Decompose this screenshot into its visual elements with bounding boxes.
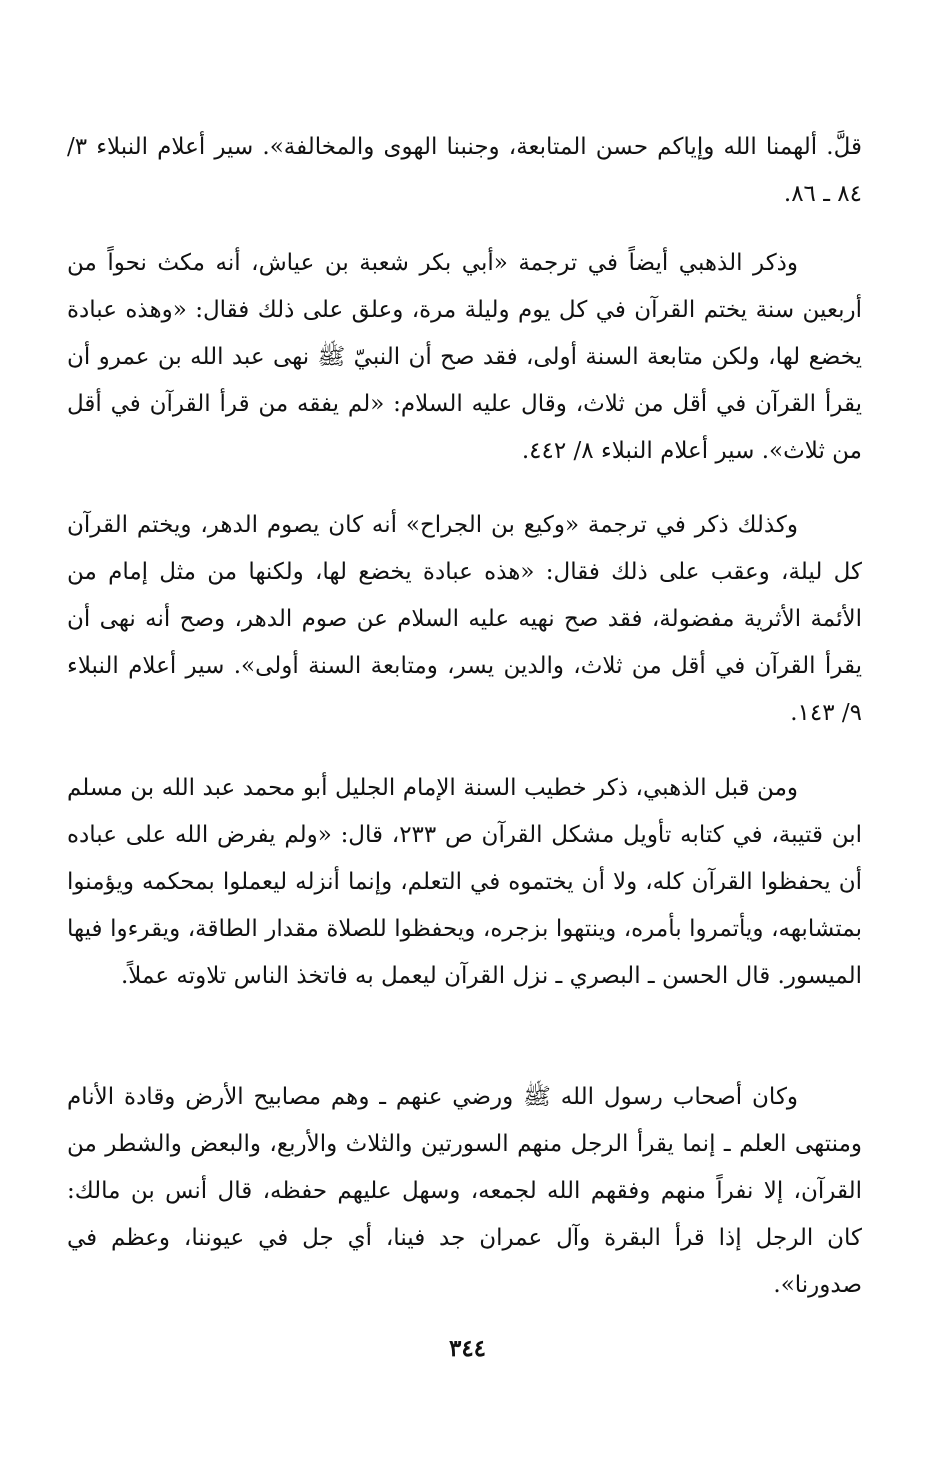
paragraph-3: وكذلك ذكر في ترجمة «وكيع بن الجراح» أنه كان يصوم الدهر، ويختم القرآن كل ليلة، وعقب على ذلك فقال: «هذه عبادة يخضع لها، ولكنها من مثل إمام من الأئمة الأثرية مفضولة، فقد صح نهيه عليه السلام عن صوم الدهر، وصح أنه نهى أن يقرأ القرآن في أقل من ثلاث، والدين يسر، ومتابعة السنة أولى». سير أعلام النبلاء ٩/ ١٤٣.: [67, 512, 862, 726]
paragraph-5: وكان أصحاب رسول الله ﷺ ورضي عنهم ـ وهم مصابيح الأرض وقادة الأنام ومنتهى العلم ـ إنما يقرأ الرجل منهم السورتين والثلاث والأربع، والبعض والشطر من القرآن، إلا نفراً منهم وفقهم الله لجمعه، وسهل عليهم حفظه، قال أنس بن مالك: كان الرجل إذا قرأ البقرة وآل عمران جد فينا، أي جل في عيوننا، وعظم في صدورنا».: [67, 1084, 862, 1298]
paragraph-4: ومن قبل الذهبي، ذكر خطيب السنة الإمام الجليل أبو محمد عبد الله بن مسلم ابن قتيبة، في كتابه تأويل مشكل القرآن ص ٢٣٣، قال: «ولم يفرض الله على عباده أن يحفظوا القرآن كله، ولا أن يختموه في التعلم، وإنما أنزله ليعملوا بمحكمه ويؤمنوا بمتشابهه، ويأتمروا بأمره، وينتهوا بزجره، ويحفظوا للصلاة مقدار الطاقة، ويقرءوا فيها الميسور. قال الحسن ـ البصري ـ نزل القرآن ليعمل به فاتخذ الناس تلاوته عملاً.: [67, 775, 862, 989]
page-number: ٣٤٤: [448, 1335, 487, 1362]
paragraph-2: وذكر الذهبي أيضاً في ترجمة «أبي بكر شعبة بن عياش، أنه مكث نحواً من أربعين سنة يختم القرآن في كل يوم وليلة مرة، وعلق على ذلك فقال: «وهذه عبادة يخضع لها، ولكن متابعة السنة أولى، فقد صح أن النبيّ ﷺ نهى عبد الله بن عمرو أن يقرأ القرآن في أقل من ثلاث، وقال عليه السلام: «لم يفقه من قرأ القرآن في أقل من ثلاث». سير أعلام النبلاء ٨/ ٤٤٢.: [67, 250, 862, 464]
paragraph-1: قلَّ. ألهمنا الله وإياكم حسن المتابعة، وجنبنا الهوى والمخالفة». سير أعلام النبلاء ٣/ ٨٤ ـ ٨٦.: [67, 134, 862, 207]
